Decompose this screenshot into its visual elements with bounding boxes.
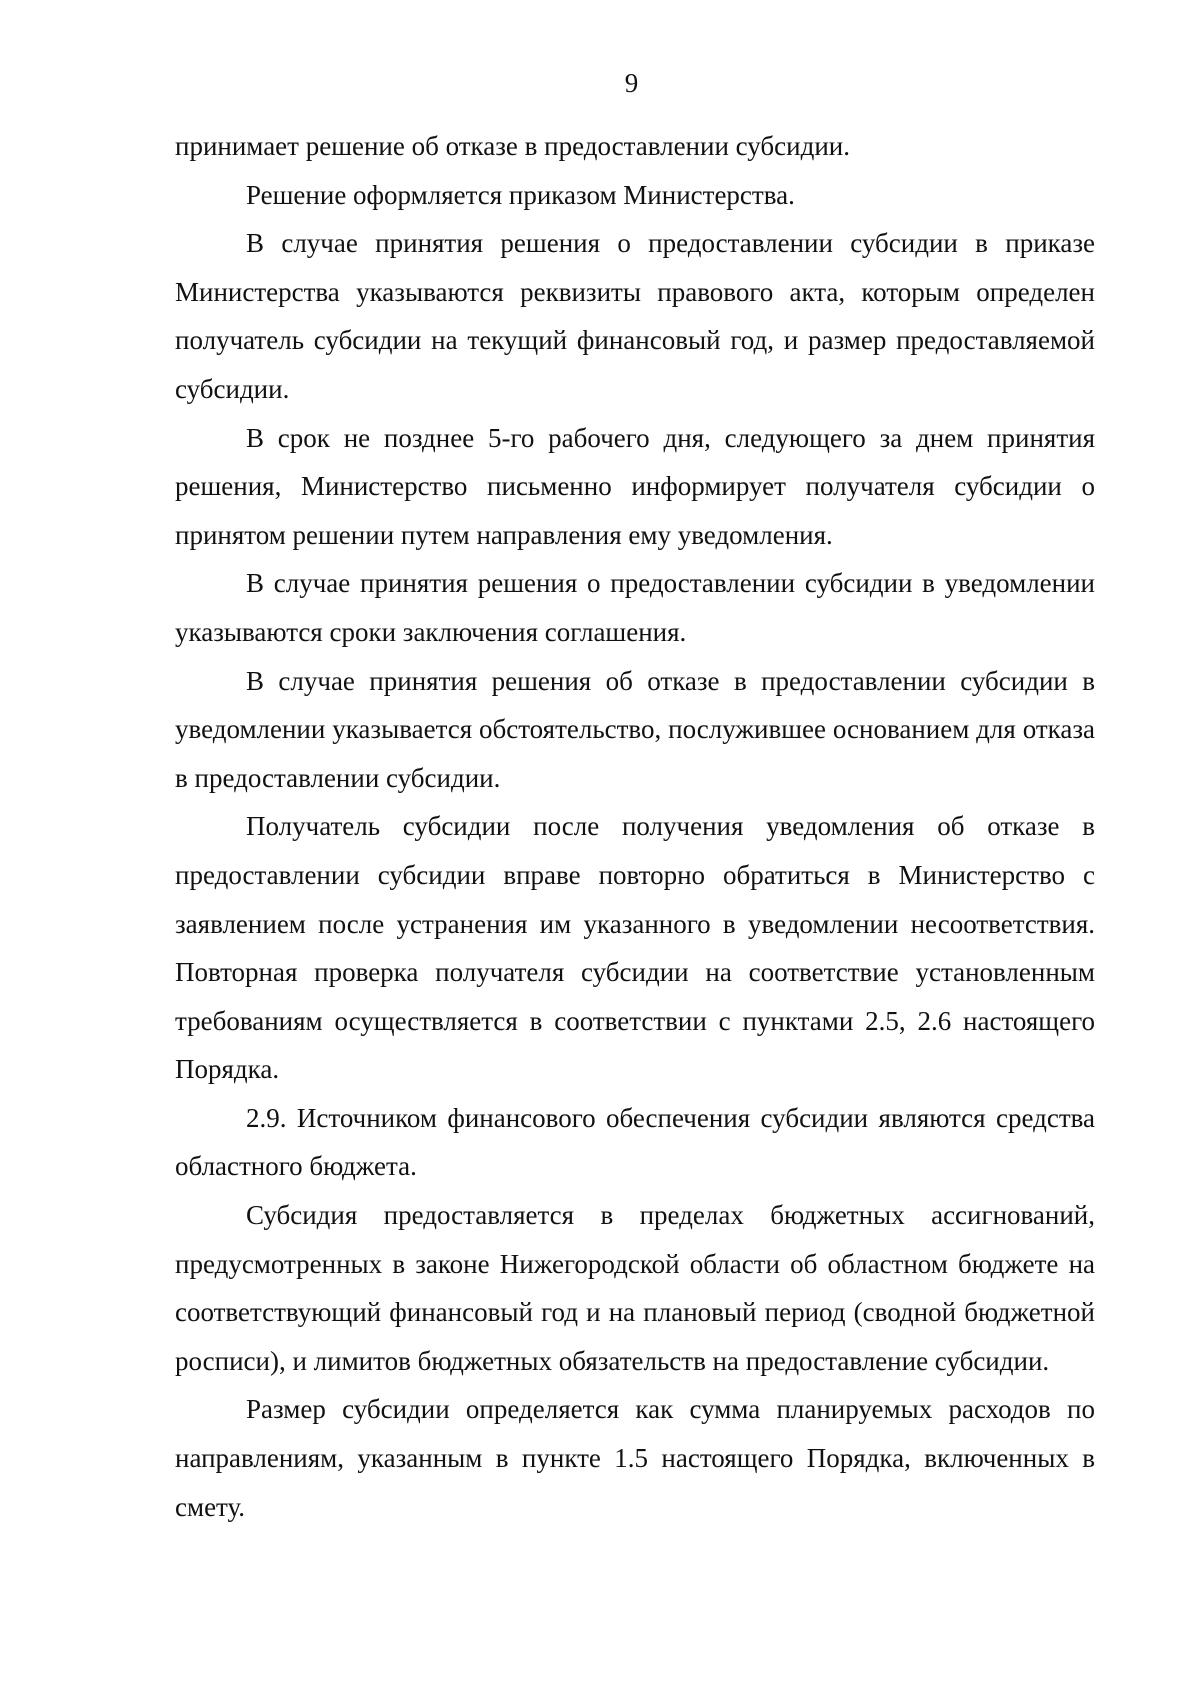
paragraph: В случае принятия решения о предоставлении субсидии в приказе Министерства указываются реквизиты правового акта, которым определен получатель субсидии на текущий финансовый год, и размер предоставляемой субсидии. (175, 228, 1095, 404)
page-number: 9 (624, 68, 639, 98)
section-paragraph-2-9: 2.9. Источником финансового обеспечения субсидии являются средства областного бюджета. (175, 1102, 1095, 1182)
paragraph: Субсидия предоставляется в пределах бюджетных ассигнований, предусмотренных в законе Нижегородской области об областном бюджете на соответствующий финансовый год и на плановый период (сводной бюджетной росписи), и лимитов бюджетных обязательств на предоставление субсидии. (175, 1200, 1095, 1376)
paragraph: В случае принятия решения об отказе в предоставлении субсидии в уведомлении указывается обстоятельство, послужившее основанием для отказа в предоставлении субсидии. (175, 665, 1095, 793)
paragraph: В случае принятия решения о предоставлении субсидии в уведомлении указываются сроки заключения соглашения. (175, 568, 1095, 647)
paragraph: Получатель субсидии после получения уведомления об отказе в предоставлении субсидии вправе повторно обратиться в Министерство с заявлением после устранения им указанного в уведомлении несоответствия. Повторная проверка получателя субсидии на соответствие установленным требованиям осуществляется в соответствии с пунктами 2.5, 2.6 настоящего Порядка. (175, 811, 1095, 1085)
document-body (175, 122, 1095, 1531)
paragraph: Размер субсидии определяется как сумма планируемых расходов по направлениям, указанным в пункте 1.5 настоящего Порядка, включенных в смету. (175, 1394, 1095, 1522)
paragraph: Решение оформляется приказом Министерства. (246, 179, 795, 210)
paragraph-continuation: принимает решение об отказе в предоставлении субсидии. (175, 131, 850, 161)
paragraph: В срок не позднее 5-го рабочего дня, следующего за днем принятия решения, Министерство письменно информирует получателя субсидии о принятом решении путем направления ему уведомления. (175, 422, 1095, 550)
